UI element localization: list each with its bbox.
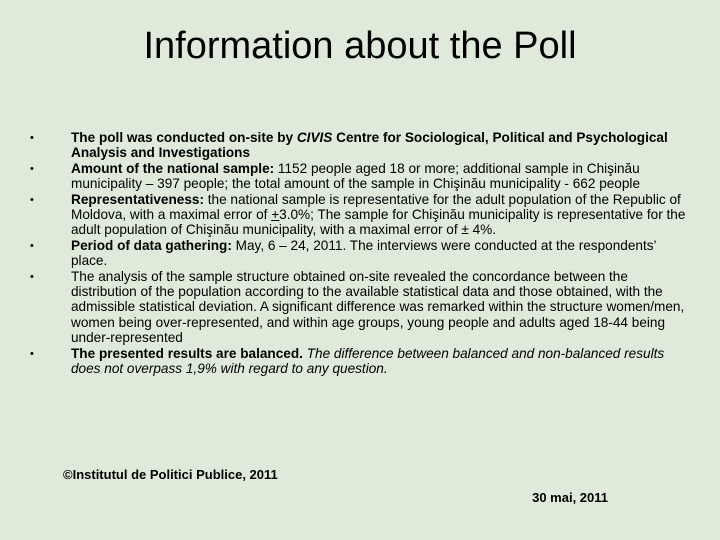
bullet-icon: • bbox=[30, 239, 34, 252]
list-item bbox=[30, 238, 690, 269]
item-text: The poll was conducted on-site by bbox=[71, 130, 297, 145]
date-label: 30 mai, 2011 bbox=[532, 490, 608, 505]
bullet-icon: • bbox=[30, 132, 34, 144]
item-text: the national sample is representative for the adult population of the Republic of Moldova, with a maximal error of bbox=[71, 191, 681, 223]
list-item bbox=[30, 130, 690, 161]
plus-sign: + bbox=[271, 207, 280, 223]
civis-name: CIVIS bbox=[296, 130, 333, 145]
copyright-footer: ©Institutul de Politici Publice, 2011 bbox=[63, 467, 278, 482]
item-lead: Amount of the national sample: bbox=[71, 160, 275, 176]
item-text: Centre for Sociological, Political and Psychological Analysis and Investigations bbox=[71, 130, 668, 161]
list-item bbox=[30, 269, 690, 346]
item-text: The difference between balanced and non-balanced results does not overpass 1,9% with regard to any question. bbox=[71, 345, 665, 377]
bullet-icon: • bbox=[30, 347, 34, 360]
item-lead: The presented results are balanced. bbox=[71, 345, 303, 361]
bullet-icon: • bbox=[30, 162, 34, 175]
list-item bbox=[30, 161, 690, 192]
item-text: May, 6 – 24, 2011. The interviews were conducted at the respondents’ place. bbox=[71, 237, 657, 269]
bullet-icon: • bbox=[30, 193, 34, 206]
bullet-icon: • bbox=[30, 270, 34, 283]
list-item bbox=[30, 192, 690, 238]
item-text: 1152 people aged 18 or more; additional sample in Chişinău municipality – 397 people; the total amount of the sample in Chişinău municipality - 662 people bbox=[71, 160, 641, 192]
list-item bbox=[30, 346, 690, 377]
item-lead: Representativeness: bbox=[71, 191, 204, 207]
slide-title: Information about the Poll bbox=[143, 25, 577, 67]
item-text: 3.0%; The sample for Chişinău municipality is representative for the adult population of Chişinău municipality, with a maximal error of ± 4%. bbox=[71, 207, 686, 238]
item-text: The analysis of the sample structure obtained on-site revealed the concordance between the distribution of the population according to the available statistical data and those obtained, with the admissible statistical deviation. A significant difference was remarked within the structure women/men, women being over-represented, and within age groups, young people and adults aged 18-44 being under-represented bbox=[71, 268, 685, 346]
bullet-list bbox=[30, 130, 690, 377]
item-lead: Period of data gathering: bbox=[71, 237, 232, 253]
